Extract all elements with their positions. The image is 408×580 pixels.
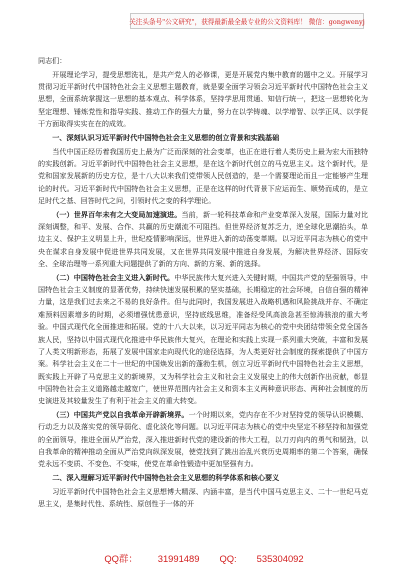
intro-paragraph: 开展理论学习，提受思想洗礼，是共产党人的必修课，更是开展党内集中教育的题中之义。开展学习贯彻习近平新时代中国特色社会主义思想主题教育，就是要全面学习领会习近平新时代中国特色社会主义思想，全面系统掌握这一思想的基本观点、科学体系，坚持学思用贯通、知信行统一，把这一思想转化为坚定理想、锤炼党性和指导实践、推动工作的强大力量，努力在以学铸魂、以学增智、以学正风、以学促干方面取得实实在在的成效。 [38,69,368,129]
salutation: 同志们： [38,56,67,65]
qq-group-label: QQ群： [104,553,138,564]
contact-footer [0,551,408,565]
qq-group [104,553,199,564]
subsection-1-heading: （一）世界百年未有之大变局加速演进。 [52,209,182,219]
subsection-3-heading: （三）中国共产党以自我革命开辟新境界。 [52,409,189,419]
subsection-1-paragraph [38,209,368,271]
subsection-3-text: 一个时期以来，党内存在不少对坚持党的领导认识模糊、行动乏力以及落实党的领导弱化、虚化淡化等问题。以习近平同志为核心的党中央坚定不移坚持和加强党的全面领导，推进全面从严治党，深入推进新时代党的建设新的伟大工程，以刀刃向内的勇气和韧劲，以自我革命的精神推动全面从严治党向纵深发展，使党找到了跳出治乱兴衰历史周期率的第二个答案，确保党永远不变质、不变色、不变味，使党在革命性锻造中更加坚强有力。 [38,409,368,469]
qq-contact-label: QQ: [219,553,237,564]
document-body [38,55,368,560]
section-2-paragraph: 习近平新时代中国特色社会主义思想博大精深、内涵丰富，是当代中国马克思主义、二十一世纪马克思主义，是集时代性、系统性、原创性于一体的开 [38,486,368,509]
promo-banner [130,13,364,29]
qq-contact [219,553,303,564]
subsection-1-text: 当前，新一轮科技革命和产业变革深入发展，国际力量对比深刻调整，和平、发展、合作、共赢的历史潮流不可阻挡。但世界经济复苏乏力，逆全球化思潮抬头，单边主义、保护主义明显上升，世纪疫情影响深远，世界进入新的动荡变革期。以习近平同志为核心的党中央在谋求自身发展中促进世界共同发展，又在世界共同发展中推进自身发展，为解决世界经济、国际安全、全球治理等一系列重大问题提供了新的方向、新的方案、新的选择。 [38,209,368,269]
qq-contact-number: 535304092 [256,553,304,564]
subsection-2-text: 中华民族伟大复兴进入关键时期，中国共产党的坚强领导，中国特色社会主义制度的显著优势，持续快速发展积累的坚实基础，长期稳定的社会环境，自信自强的精神力量，这是我们过去来之不易的良好条件。但与此同时，我国发展进入战略机遇和风险挑战并存、不确定难预料因素增多的时期，必须增强忧患意识，坚持底线思维，准备经受风高浪急甚至惊涛骇浪的重大考验。中国式现代化全面推进和拓展。党的十八大以来，以习近平同志为核心的党中央团结带领全党全国各族人民，坚持以中国式现代化推进中华民族伟大复兴，在理论和实践上实现一系列重大突破，丰富和发展了人类文明新形态，拓展了发展中国家走向现代化的途径选择，为人类更好社会制度的探索提供了中国方案。科学社会主义在二十一世纪的中国焕发出新的蓬勃生机，创立习近平新时代中国特色社会主义思想，既实践上开辟了马克思主义的新境界，又为科学社会主义和社会主义发展史上的伟大创新作出贡献，彰显中国特色社会主义道路越走越宽广，使世界范围内社会主义和资本主义两种意识形态、两种社会制度的历史演进及其较量发生了有利于社会主义的重大转变。 [38,272,368,406]
subsection-3-paragraph [38,409,368,471]
promo-banner-text: 关注头条号"公文研究"，获得最新最全最专业的公文资料库！ 微信：gongwenyj [129,18,365,26]
qq-group-number: 31991489 [157,553,200,564]
section-heading-2: 二、深入理解习近平新时代中国特色社会主义思想的科学体系和核心要义 [52,473,280,483]
section-heading-1: 一、深刻认识习近平新时代中国特色社会主义思想的创立背景和实践基础 [52,132,280,142]
subsection-2-paragraph [38,272,368,408]
section-1-paragraph: 当代中国正经历着我国历史上最为广泛而深刻的社会变革，也正在进行着人类历史上最为宏大而独特的实践创新。习近平新时代中国特色社会主义思想，是在这个新时代创立的马克思主义。这个新时代，是党和国家发展新的历史方位，是十八大以来我们党带领人民创造的，是一个需要理论而且一定能够产生理论的时代。习近平新时代中国特色社会主义思想，正是在这样的时代背景下应运而生、顺势而成的，是立足时代之基、回答时代之问，引领时代之变的科学理论。 [38,146,368,205]
subsection-2-heading: （二）中国特色社会主义进入新时代。 [52,272,175,282]
